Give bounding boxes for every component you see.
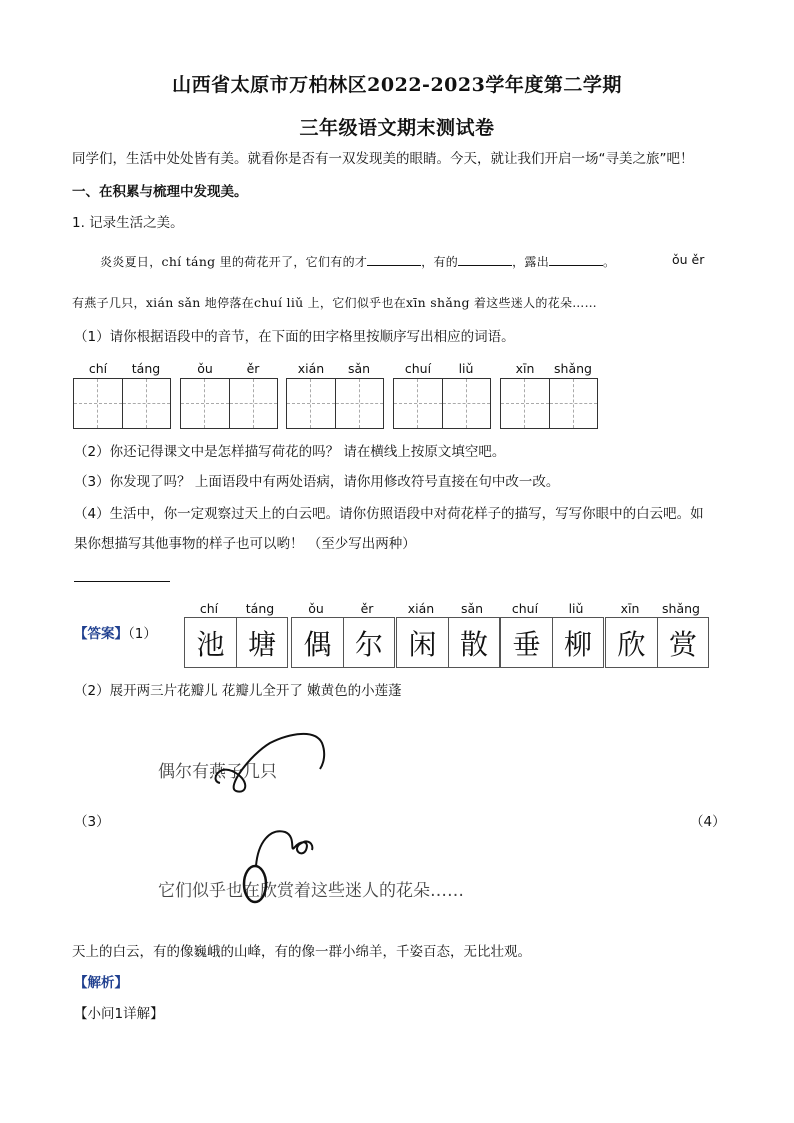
answer-char: 闲 [408, 627, 437, 661]
page-subtitle: 三年级语文期末测试卷 [299, 117, 495, 139]
pinyin-label: xián [297, 361, 325, 376]
answer-char: 赏 [657, 618, 708, 667]
answer-grid-5 [605, 617, 709, 668]
answer-pinyin: chuí [511, 601, 539, 616]
tianzige-grid-3[interactable] [286, 378, 384, 429]
answer-grid-2 [291, 617, 395, 668]
answer-char: 塘 [236, 618, 287, 667]
analysis-label: 【解析】 [74, 975, 128, 991]
detail-label: 【小问1详解】 [74, 1006, 164, 1022]
pinyin-label: chuí [404, 361, 432, 376]
pinyin-label: liǔ [458, 361, 474, 376]
sub-question-1: （1）请你根据语段中的音节，在下面的田字格里按顺序写出相应的词语。 [74, 329, 515, 345]
passage-line-1: 炎炎夏日，chí táng 里的荷花开了，它们有的才 ，有的 ，露出 。 [100, 254, 616, 269]
intro-text: 同学们，生活中处处皆有美。就看你是否有一双发现美的眼睛。今天，就让我们开启一场“寻美之旅”吧！ [72, 151, 694, 167]
separator-line [74, 581, 170, 582]
pinyin-label: xīn [515, 361, 535, 376]
tianzige-grid-1[interactable] [73, 378, 171, 429]
answer-pinyin: ǒu [308, 601, 324, 616]
page-title: 山西省太原市万柏林区2022-2023学年度第二学期 [172, 74, 622, 96]
correction-mark-swap-icon [150, 725, 350, 795]
tianzige-grid-2[interactable] [180, 378, 278, 429]
answer-grid-1 [184, 617, 288, 668]
answer-label-row: 【答案】（1） [74, 626, 157, 642]
pinyin-label: chí [88, 361, 108, 376]
answer-grid-4 [500, 617, 604, 668]
sub-question-4-line-1: （4）生活中，你一定观察过天上的白云吧。请你仿照语段中对荷花样子的描写，写写你眼中的白云吧。如 [74, 506, 704, 522]
sub-question-3: （3）你发现了吗？ 上面语段中有两处语病，请你用修改符号直接在句中改一改。 [74, 474, 560, 490]
passage-pinyin-ouer: ǒu ěr [672, 252, 705, 267]
answer-grid-3 [396, 617, 500, 668]
correction-sentence-2: 它们似乎也在欣赏着这些迷人的花朵…… [158, 881, 464, 901]
tianzige-grid-4[interactable] [393, 378, 491, 429]
sub-question-4-line-2: 果你想描写其他事物的样子也可以哟！ （至少写出两种） [74, 536, 416, 552]
answer-part-4-text: 天上的白云，有的像巍峨的山峰，有的像一群小绵羊，千姿百态，无比壮观。 [72, 944, 531, 960]
answer-pinyin: sǎn [460, 601, 484, 616]
tianzige-grid-5[interactable] [500, 378, 598, 429]
pinyin-label: ěr [246, 361, 260, 376]
section-heading: 一、在积累与梳理中发现美。 [72, 184, 248, 200]
pinyin-label: shǎng [554, 361, 592, 376]
answer-char: 柳 [552, 618, 603, 667]
pinyin-label: táng [131, 361, 161, 376]
answer-pinyin: chí [199, 601, 219, 616]
answer-pinyin: ěr [360, 601, 374, 616]
answer-pinyin: táng [245, 601, 275, 616]
answer-char: 垂 [512, 627, 541, 661]
answer-char: 池 [196, 627, 225, 661]
answer-pinyin: shǎng [662, 601, 700, 616]
answer-label: 【答案】 [74, 626, 128, 642]
answer-part-4: （4） [690, 814, 726, 830]
answer-char: 尔 [343, 618, 394, 667]
answer-part-3: （3） [74, 814, 110, 830]
answer-pinyin: xīn [620, 601, 640, 616]
pinyin-label: ǒu [197, 361, 213, 376]
answer-char: 偶 [303, 627, 332, 661]
answer-char: 欣 [617, 627, 646, 661]
question-1-title: 1. 记录生活之美。 [72, 215, 184, 231]
passage-line-2: 有燕子几只，xián sǎn 地停落在chuí liǔ 上，它们似乎也在xīn shǎng 着这些迷人的花朵…… [72, 295, 597, 310]
answer-part-2: （2）展开两三片花瓣儿 花瓣儿全开了 嫩黄色的小莲蓬 [74, 683, 402, 699]
answer-pinyin: xián [407, 601, 435, 616]
pinyin-label: sǎn [347, 361, 371, 376]
sub-question-2: （2）你还记得课文中是怎样描写荷花的吗？ 请在横线上按原文填空吧。 [74, 444, 506, 460]
correction-mark-delete-icon [230, 822, 330, 912]
answer-char: 散 [448, 618, 499, 667]
answer-pinyin: liǔ [568, 601, 584, 616]
correction-sentence-1: 偶尔有燕子几只 [158, 762, 277, 782]
